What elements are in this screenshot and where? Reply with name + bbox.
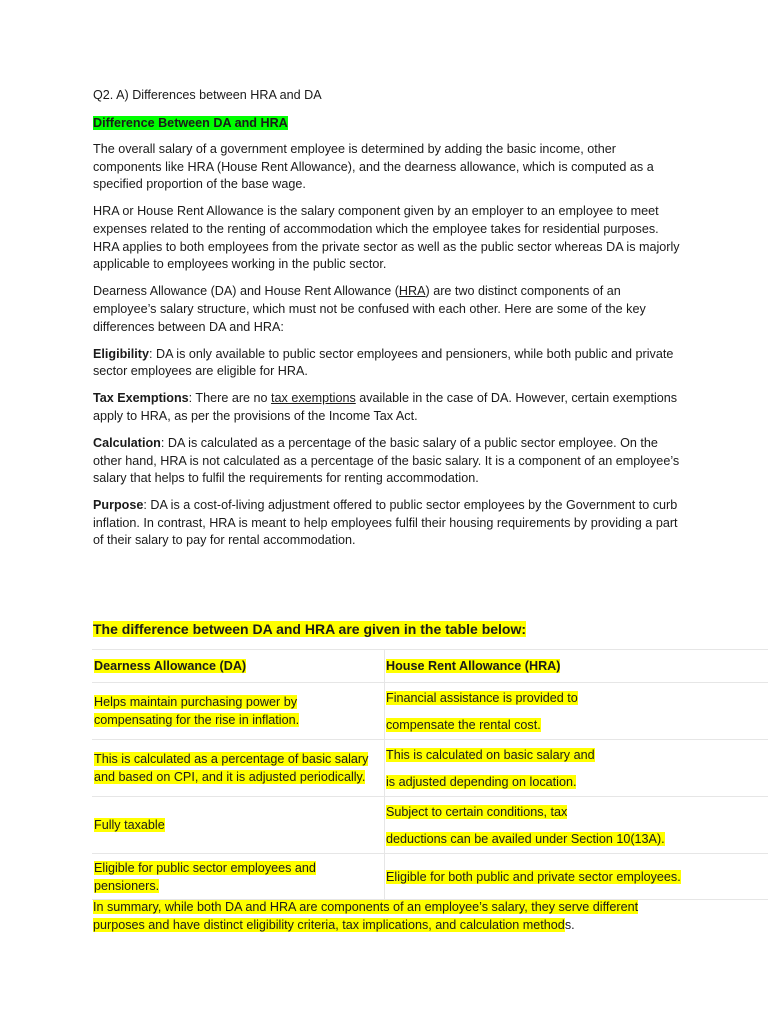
hra-link[interactable]: HRA — [398, 284, 426, 299]
eligibility-text: : DA is only available to public sector employees and pensioners, while both public and private sector employees are eligible for HRA. — [93, 346, 674, 379]
table-cell-hra — [385, 797, 768, 854]
intro-text-before: Dearness Allowance (DA) and House Rent Allowance ( — [93, 284, 399, 299]
point-calculation — [93, 435, 683, 488]
table-heading-highlight: The difference between DA and HRA are given in the table below: — [93, 621, 527, 637]
tax-text-after: available in the case of DA. However, certain exemptions apply to HRA, as per the provisions of the Income Tax Act. — [93, 391, 678, 423]
paragraph-overall-salary: The overall salary of a government employee is determined by adding the basic income, other components like HRA (House Rent Allowance), and the dearness allowance, which is computed as a specified proportion of the base wage. — [93, 142, 654, 192]
cell-line: pensioners. — [94, 878, 160, 893]
subheading-highlight: Difference Between DA and HRA — [93, 115, 288, 130]
point-eligibility — [93, 346, 683, 381]
table-cell-hra — [385, 683, 768, 740]
paragraph-hra-definition: HRA or House Rent Allowance is the salary component given by an employer to an employee to meet expenses related to the renting of accommodation which the employee takes for residential purposes. HRA applies to both employees from the private sector as well as the public sector whereas DA is majorly applicable to employees working in the public sector. — [93, 204, 680, 272]
intro-text-after: ) are two distinct components of an employee’s salary structure, which must not be confused with each other. Here are some of the key differences between DA and HRA: — [93, 284, 646, 334]
cell-line: Eligible for both public and private sector employees. — [386, 869, 681, 884]
header-hra-label: House Rent Allowance (HRA) — [386, 659, 561, 673]
cell-line: Eligible for public sector employees and — [94, 860, 316, 875]
comparison-table — [92, 649, 768, 900]
purpose-label: Purpose — [93, 498, 144, 513]
calculation-text: : DA is calculated as a percentage of the basic salary of a public sector employee. On the other hand, HRA is not calculated as a percentage of the basic salary. It is a component of an employee’s salary that helps to fulfil the requirements for renting accommodation. — [93, 436, 680, 486]
cell-line: Subject to certain conditions, tax — [386, 804, 568, 819]
table-cell-hra — [385, 854, 768, 900]
summary-line-2: purposes and have distinct eligibility criteria, tax implications, and calculation method — [93, 917, 565, 932]
header-da-label: Dearness Allowance (DA) — [94, 659, 247, 673]
cell-line: and based on CPI, and it is adjusted periodically. — [94, 770, 366, 784]
summary-line-1: In summary, while both DA and HRA are components of an employee’s salary, they serve different — [93, 900, 639, 914]
table-cell-hra — [385, 740, 768, 797]
summary-line-2-tail: s. — [564, 917, 575, 932]
cell-line: Financial assistance is provided to — [386, 690, 578, 705]
cell-line: compensating for the rise in inflation. — [94, 713, 300, 727]
cell-line: compensate the rental cost. — [386, 717, 541, 732]
table-row — [92, 683, 768, 740]
table-header-row — [92, 650, 768, 683]
tax-exemptions-link[interactable]: tax exemptions — [271, 391, 356, 406]
cell-line: Fully taxable — [94, 818, 165, 832]
document-body — [93, 87, 683, 560]
calculation-label: Calculation — [93, 436, 161, 450]
header-cell-da — [92, 650, 385, 683]
table-heading — [93, 620, 526, 639]
cell-line: deductions can be availed under Section 10(13A). — [386, 831, 665, 846]
table-cell-da — [92, 854, 385, 900]
tax-text-before: : There are no — [188, 391, 272, 406]
table-cell-da — [92, 797, 385, 854]
paragraph-da-hra-intro — [93, 283, 683, 336]
eligibility-label: Eligibility — [93, 346, 149, 361]
tax-label: Tax Exemptions — [93, 391, 189, 406]
cell-line: Helps maintain purchasing power by — [94, 695, 298, 709]
point-tax-exemptions — [93, 390, 683, 425]
cell-line: This is calculated on basic salary and — [386, 747, 595, 762]
summary-paragraph — [93, 899, 693, 934]
table-row — [92, 740, 768, 797]
header-cell-hra — [385, 650, 768, 683]
point-purpose — [93, 497, 683, 550]
table-row — [92, 797, 768, 854]
cell-line: is adjusted depending on location. — [386, 774, 577, 789]
table-cell-da — [92, 683, 385, 740]
question-title: Q2. A) Differences between HRA and DA — [93, 88, 322, 102]
purpose-text: : DA is a cost-of-living adjustment offered to public sector employees by the Government to curb inflation. In contrast, HRA is meant to help employees fulfil their housing requirements by providing a part of their salary to pay for rental accommodation. — [93, 498, 678, 548]
table-cell-da — [92, 740, 385, 797]
cell-line: This is calculated as a percentage of basic salary — [94, 752, 369, 766]
section-subheading — [93, 115, 683, 133]
table-row — [92, 854, 768, 900]
